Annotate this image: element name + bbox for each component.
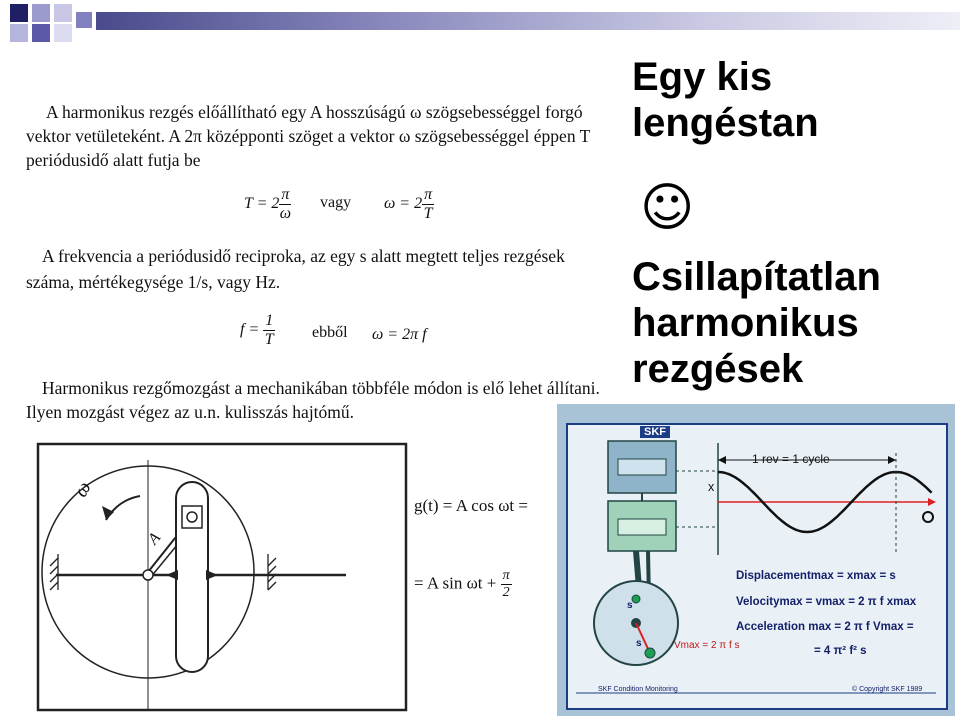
deco-square — [54, 24, 72, 42]
scan-line: periódusidő alatt futja be — [26, 150, 201, 170]
displacement-line: Displacementmax = xmax = s — [736, 570, 896, 582]
formula-text: ω = 2 — [384, 195, 423, 213]
x-axis-label: x — [708, 480, 715, 494]
formula-frequency — [240, 312, 275, 349]
scan-line: Harmonikus rezgőmozgást a mechanikában többféle módon is elő lehet állítani. — [42, 378, 600, 398]
s-label-bottom: s — [636, 638, 642, 649]
formula-omega-2pif: ω = 2π f — [372, 326, 427, 343]
numerator: π — [281, 186, 290, 203]
equation-sin — [414, 568, 512, 601]
scan-line: Ilyen mozgást végez az u.n. kulisszás hajtómű. — [26, 402, 355, 422]
scotch-yoke-diagram — [36, 440, 408, 716]
poster-footer-left: SKF Condition Monitoring — [598, 686, 678, 693]
numerator: π — [424, 186, 433, 203]
vector-a-label: A — [144, 529, 165, 548]
numerator: 1 — [265, 312, 274, 329]
acceleration-line: Acceleration max = 2 π f Vmax = — [736, 621, 914, 633]
scan-line: vektor vetületeként. A 2π középponti szöget a vektor ω szögsebességgel éppen T — [26, 126, 591, 146]
poster-footer-right: © Copyright SKF 1989 — [852, 686, 923, 693]
scan-paragraph-1 — [46, 100, 626, 124]
scan-line: A harmonikus rezgés előállítható egy A hosszúságú ω szögsebességgel forgó — [46, 102, 583, 122]
fraction — [279, 186, 291, 223]
formula-or: vagy — [320, 194, 352, 211]
denominator: ω — [279, 205, 292, 222]
formula-text: = A sin ωt + — [414, 573, 497, 593]
formula-from: ebből — [312, 324, 348, 341]
denominator: T — [423, 205, 433, 222]
deco-square — [10, 24, 28, 42]
title-bar-gradient — [96, 12, 960, 30]
smiley-icon: ☺ — [640, 178, 695, 238]
scan-line: száma, mértékegysége 1/s, vagy Hz. — [26, 272, 281, 292]
deco-square — [10, 4, 28, 22]
formula-period — [244, 186, 291, 223]
s-label-top: s — [627, 600, 633, 611]
formula-text: f = — [240, 321, 260, 339]
acceleration-result: = 4 π² f² s — [814, 645, 867, 657]
formula-omega — [384, 186, 434, 223]
deco-square — [76, 12, 92, 28]
deco-square — [32, 4, 50, 22]
rev-label: 1 rev = 1 cycle — [752, 452, 830, 466]
denominator: 2 — [502, 585, 510, 600]
denominator: T — [264, 331, 274, 348]
fraction — [422, 186, 434, 223]
equation-cos: g(t) = A cos ωt = — [414, 496, 528, 515]
deco-square — [54, 4, 72, 22]
scan-line: A frekvencia a periódusidő reciproka, az egy s alatt megtett teljes rezgések — [42, 246, 565, 266]
fraction — [263, 312, 275, 349]
fraction — [501, 568, 512, 601]
formula-text: T = 2 — [244, 195, 280, 213]
vmax-note: Vmax = 2 π f s — [674, 640, 740, 651]
velocity-line: Velocitymax = vmax = 2 π f xmax — [736, 596, 917, 608]
numerator: π — [502, 568, 510, 583]
omega-label: ω — [69, 477, 96, 501]
slide-title: Egy kis lengéstan — [632, 55, 819, 145]
deco-square — [32, 24, 50, 42]
slide-subtitle: Csillapítatlan harmonikus rezgések — [632, 255, 881, 391]
skf-brand: SKF — [640, 426, 670, 438]
